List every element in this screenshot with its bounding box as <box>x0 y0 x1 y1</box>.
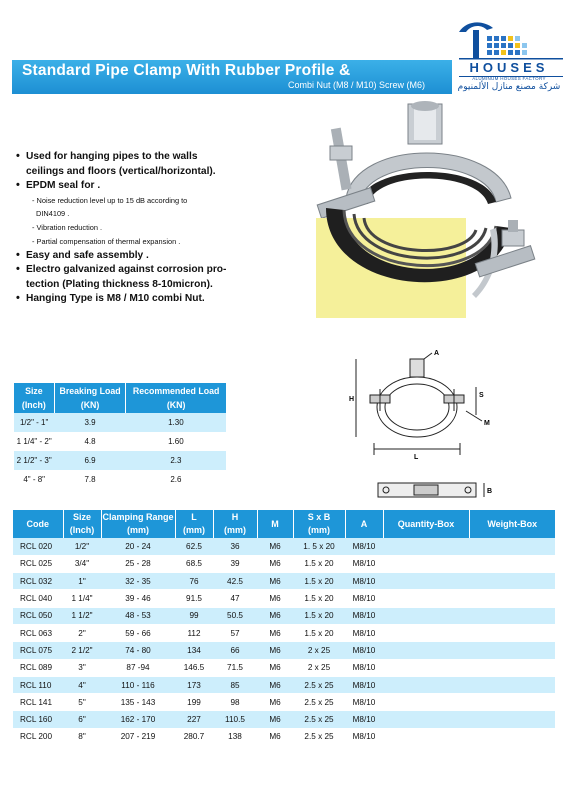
load-table-header-cell <box>126 383 226 413</box>
spec-table-cell: 110 - 116 <box>101 676 175 693</box>
spec-table-cell: 1 1/4" <box>63 590 101 607</box>
spec-table-cell: M6 <box>257 607 293 624</box>
spec-table-cell: 4" <box>63 676 101 693</box>
spec-table-cell <box>383 694 469 711</box>
spec-table-cell: M8/10 <box>345 538 383 555</box>
feature-item: • Electro galvanized against corrosion pro- <box>16 263 248 277</box>
diagram-label-s: S <box>479 392 484 399</box>
spec-table-cell <box>383 711 469 728</box>
product-code-cell: RCL 075 <box>13 642 63 659</box>
spec-table-cell: M8/10 <box>345 590 383 607</box>
spec-table-cell: 1.5 x 20 <box>293 590 345 607</box>
spec-table-row <box>13 676 555 693</box>
spec-table-row <box>13 659 555 676</box>
page-subtitle: Combi Nut (M8 / M10) Screw (M6) <box>288 80 426 90</box>
spec-table-row <box>13 694 555 711</box>
spec-table-cell: 2" <box>63 624 101 641</box>
spec-table-cell <box>383 728 469 745</box>
diagram-label-l: L <box>414 454 419 461</box>
spec-table-cell: 36 <box>213 538 257 555</box>
spec-table-cell: 146.5 <box>175 659 213 676</box>
logo-wordmark: HOUSES <box>469 60 549 75</box>
header-line-1: Recommended Load <box>132 386 220 396</box>
spec-table-cell: 20 - 24 <box>101 538 175 555</box>
pipe-clamp-image <box>296 98 562 334</box>
spec-table-cell: 2.5 x 25 <box>293 676 345 693</box>
logo-arabic-name: شركة مصنع منازل الألمنيوم <box>457 82 561 92</box>
spec-table-cell: 134 <box>175 642 213 659</box>
clamp-dimension-diagram <box>348 345 498 463</box>
spec-table-header-cell <box>175 510 213 538</box>
spec-table-cell: M6 <box>257 590 293 607</box>
load-table-cell: 3.9 <box>54 413 125 432</box>
product-code-cell: RCL 025 <box>13 555 63 572</box>
spec-table-cell: 173 <box>175 676 213 693</box>
spec-table-cell <box>469 642 555 659</box>
spec-table-header-cell <box>469 510 555 538</box>
load-table-header-cell <box>54 383 125 413</box>
spec-table-cell: 135 - 143 <box>101 694 175 711</box>
product-code-cell: RCL 141 <box>13 694 63 711</box>
product-code-cell: RCL 200 <box>13 728 63 745</box>
spec-table-row <box>13 607 555 624</box>
header-line-1: Size <box>72 512 91 522</box>
feature-subitem: - Partial compensation of thermal expansion . <box>32 236 181 246</box>
spec-table-row <box>13 642 555 659</box>
spec-table-header-cell <box>13 510 63 538</box>
spec-table-cell: 138 <box>213 728 257 745</box>
spec-table-cell: 2.5 x 25 <box>293 728 345 745</box>
product-code-cell: RCL 032 <box>13 573 63 590</box>
load-table-body <box>14 413 226 489</box>
spec-table-header-cell <box>63 510 101 538</box>
feature-item: • Used for hanging pipes to the walls <box>16 150 248 164</box>
header-line-1: Size <box>25 386 43 396</box>
spec-table-header <box>13 510 555 538</box>
header-line-1: Breaking Load <box>59 386 121 396</box>
features-list <box>16 150 248 307</box>
feature-subitem: - Vibration reduction . <box>32 223 103 233</box>
spec-table-cell <box>469 555 555 572</box>
spec-table-header-cell <box>257 510 293 538</box>
spec-table-cell: M8/10 <box>345 642 383 659</box>
load-table-row <box>14 451 226 470</box>
load-table-row <box>14 413 226 432</box>
spec-table-cell: 85 <box>213 676 257 693</box>
spec-table-row <box>13 624 555 641</box>
load-table-header <box>14 383 226 413</box>
spec-table-cell <box>469 694 555 711</box>
spec-table-cell <box>383 538 469 555</box>
spec-table-cell: 1. 5 x 20 <box>293 538 345 555</box>
header-line-1: L <box>191 512 197 522</box>
spec-table-cell: 2.5 x 25 <box>293 694 345 711</box>
spec-table-cell: 3" <box>63 659 101 676</box>
spec-table-header-cell <box>383 510 469 538</box>
load-table-cell: 4.8 <box>54 432 125 451</box>
spec-table <box>13 510 555 746</box>
spec-table-cell: 66 <box>213 642 257 659</box>
spec-table-cell: 227 <box>175 711 213 728</box>
spec-table-cell: 1/2" <box>63 538 101 555</box>
feature-item: • EPDM seal for . <box>16 179 248 193</box>
spec-table-cell: 2 x 25 <box>293 659 345 676</box>
spec-table-cell: 74 - 80 <box>101 642 175 659</box>
spec-table-cell: M6 <box>257 676 293 693</box>
spec-table-cell: M8/10 <box>345 607 383 624</box>
spec-table-cell: 39 - 46 <box>101 590 175 607</box>
spec-table-cell: M8/10 <box>345 659 383 676</box>
spec-table-row <box>13 711 555 728</box>
spec-table-cell: M8/10 <box>345 728 383 745</box>
spec-table-cell: 1.5 x 20 <box>293 607 345 624</box>
spec-table-cell <box>383 573 469 590</box>
page-title: Standard Pipe Clamp With Rubber Profile & <box>22 62 351 79</box>
spec-table-cell: M8/10 <box>345 573 383 590</box>
spec-table-cell: 32 - 35 <box>101 573 175 590</box>
spec-table-cell: 68.5 <box>175 555 213 572</box>
spec-table-cell: 110.5 <box>213 711 257 728</box>
spec-table-header-cell <box>101 510 175 538</box>
spec-table-cell <box>469 573 555 590</box>
spec-table-cell: 6" <box>63 711 101 728</box>
header-line-1: Code <box>26 518 49 529</box>
spec-table-cell: M8/10 <box>345 676 383 693</box>
header-line-1: S x B <box>307 512 331 522</box>
spec-table-cell: 91.5 <box>175 590 213 607</box>
product-code-cell: RCL 050 <box>13 607 63 624</box>
spec-table-cell <box>383 642 469 659</box>
load-table-cell: 6.9 <box>54 451 125 470</box>
load-table-cell: 2.6 <box>126 470 226 489</box>
spec-table-cell: M6 <box>257 659 293 676</box>
spec-table-cell <box>383 659 469 676</box>
load-table-header-cell <box>14 383 54 413</box>
spec-table-cell: 47 <box>213 590 257 607</box>
spec-table-cell <box>383 555 469 572</box>
diagram-label-h: H <box>349 396 355 403</box>
load-table-row <box>14 432 226 451</box>
spec-table-cell: 71.5 <box>213 659 257 676</box>
load-table-row <box>14 470 226 489</box>
spec-table-cell: 5" <box>63 694 101 711</box>
header-line-1: A <box>360 518 368 529</box>
product-code-cell: RCL 063 <box>13 624 63 641</box>
spec-table-cell: 62.5 <box>175 538 213 555</box>
spec-table-cell: 1.5 x 20 <box>293 573 345 590</box>
feature-item: • Hanging Type is M8 / M10 combi Nut. <box>16 292 248 306</box>
header-line-1: M <box>271 518 279 529</box>
spec-table-cell: 57 <box>213 624 257 641</box>
load-table-cell: 1 1/4" - 2" <box>14 432 54 451</box>
spec-table-body <box>13 538 555 746</box>
spec-table-cell: 99 <box>175 607 213 624</box>
spec-table-cell <box>469 711 555 728</box>
diagram-label-a: A <box>434 350 440 357</box>
spec-table-row <box>13 728 555 745</box>
load-table-cell: 2 1/2" - 3" <box>14 451 54 470</box>
product-code-cell: RCL 089 <box>13 659 63 676</box>
header-line-2: (Inch) <box>21 400 46 410</box>
header-line-2: (mm) <box>183 525 205 535</box>
header-line-1: H <box>231 512 239 522</box>
spec-table-cell: 2 1/2" <box>63 642 101 659</box>
feature-subitem-continued: DIN4109 . <box>36 209 70 219</box>
product-code-cell: RCL 160 <box>13 711 63 728</box>
spec-table-row <box>13 573 555 590</box>
spec-table-cell: 280.7 <box>175 728 213 745</box>
spec-table-cell: 162 - 170 <box>101 711 175 728</box>
spec-table-row <box>13 590 555 607</box>
spec-table-cell: 50.5 <box>213 607 257 624</box>
spec-table-cell <box>469 624 555 641</box>
spec-table-cell: 59 - 66 <box>101 624 175 641</box>
spec-table-cell <box>469 676 555 693</box>
spec-table-cell: 1.5 x 20 <box>293 555 345 572</box>
spec-table-cell: 8" <box>63 728 101 745</box>
spec-table-cell: M8/10 <box>345 694 383 711</box>
spec-table-header-cell <box>345 510 383 538</box>
spec-table-cell: 42.5 <box>213 573 257 590</box>
load-table-cell: 1/2" - 1" <box>14 413 54 432</box>
header-line-2: (Inch) <box>69 525 95 535</box>
spec-table-cell: M6 <box>257 694 293 711</box>
spec-table-cell: M8/10 <box>345 555 383 572</box>
header-line-2: (mm) <box>308 525 330 535</box>
spec-table-cell <box>469 590 555 607</box>
header-line-2: (KN) <box>166 400 186 410</box>
header-line-2: (mm) <box>127 525 149 535</box>
header-line-1: Quantity-Box <box>397 518 455 529</box>
diagram-label-m: M <box>484 420 490 427</box>
feature-subitem: - Noise reduction level up to 15 dB according to <box>32 195 188 205</box>
spec-table-cell: 1.5 x 20 <box>293 624 345 641</box>
spec-table-cell: 3/4" <box>63 555 101 572</box>
spec-table-cell: 199 <box>175 694 213 711</box>
load-table-cell: 1.60 <box>126 432 226 451</box>
spec-table-cell: 1 1/2" <box>63 607 101 624</box>
spec-table-cell: 1" <box>63 573 101 590</box>
spec-table-cell: 87 -94 <box>101 659 175 676</box>
spec-table-cell: M8/10 <box>345 711 383 728</box>
spec-table-header-cell <box>293 510 345 538</box>
spec-table-cell: M6 <box>257 642 293 659</box>
feature-item-continued: tection (Plating thickness 8-10micron). <box>26 278 213 290</box>
load-table-cell: 2.3 <box>126 451 226 470</box>
feature-item: • Easy and safe assembly . <box>16 249 248 263</box>
spec-table-cell <box>469 728 555 745</box>
spec-table-cell <box>383 676 469 693</box>
spec-table-cell: 112 <box>175 624 213 641</box>
spec-table-cell: M6 <box>257 624 293 641</box>
header-line-1: Clamping Range <box>102 512 174 522</box>
spec-table-row <box>13 555 555 572</box>
spec-table-cell: M6 <box>257 555 293 572</box>
spec-table-cell: M6 <box>257 573 293 590</box>
spec-table-cell <box>383 607 469 624</box>
logo-tagline: ALUMINUM HOUSES FACTORY <box>472 76 546 81</box>
spec-table-cell: 2.5 x 25 <box>293 711 345 728</box>
spec-table-cell <box>383 590 469 607</box>
spec-table-cell: M8/10 <box>345 624 383 641</box>
spec-table-cell: 2 x 25 <box>293 642 345 659</box>
spec-table-cell: 39 <box>213 555 257 572</box>
load-table-cell: 4" - 8" <box>14 470 54 489</box>
spec-table-cell <box>383 624 469 641</box>
spec-table-cell: M6 <box>257 538 293 555</box>
spec-table-header-cell <box>213 510 257 538</box>
flange-strip-diagram <box>374 475 494 505</box>
spec-table-cell <box>469 659 555 676</box>
spec-table-cell: 98 <box>213 694 257 711</box>
spec-table-row <box>13 538 555 555</box>
spec-table-cell: 48 - 53 <box>101 607 175 624</box>
spec-table-cell <box>469 607 555 624</box>
load-table-cell: 1.30 <box>126 413 226 432</box>
header-line-1: Weight-Box <box>487 518 538 529</box>
feature-item-continued: ceilings and floors (vertical/horizontal). <box>26 165 216 177</box>
spec-table-cell <box>469 538 555 555</box>
product-code-cell: RCL 020 <box>13 538 63 555</box>
header-line-2: (KN) <box>80 400 100 410</box>
spec-table-cell: 207 - 219 <box>101 728 175 745</box>
load-table <box>14 383 226 489</box>
spec-table-cell: M6 <box>257 711 293 728</box>
spec-table-cell: 76 <box>175 573 213 590</box>
spec-table-cell: 25 - 28 <box>101 555 175 572</box>
product-code-cell: RCL 040 <box>13 590 63 607</box>
product-code-cell: RCL 110 <box>13 676 63 693</box>
diagram-label-b: B <box>487 488 493 495</box>
spec-table-cell: M6 <box>257 728 293 745</box>
load-table-cell: 7.8 <box>54 470 125 489</box>
header-line-2: (mm) <box>224 525 246 535</box>
